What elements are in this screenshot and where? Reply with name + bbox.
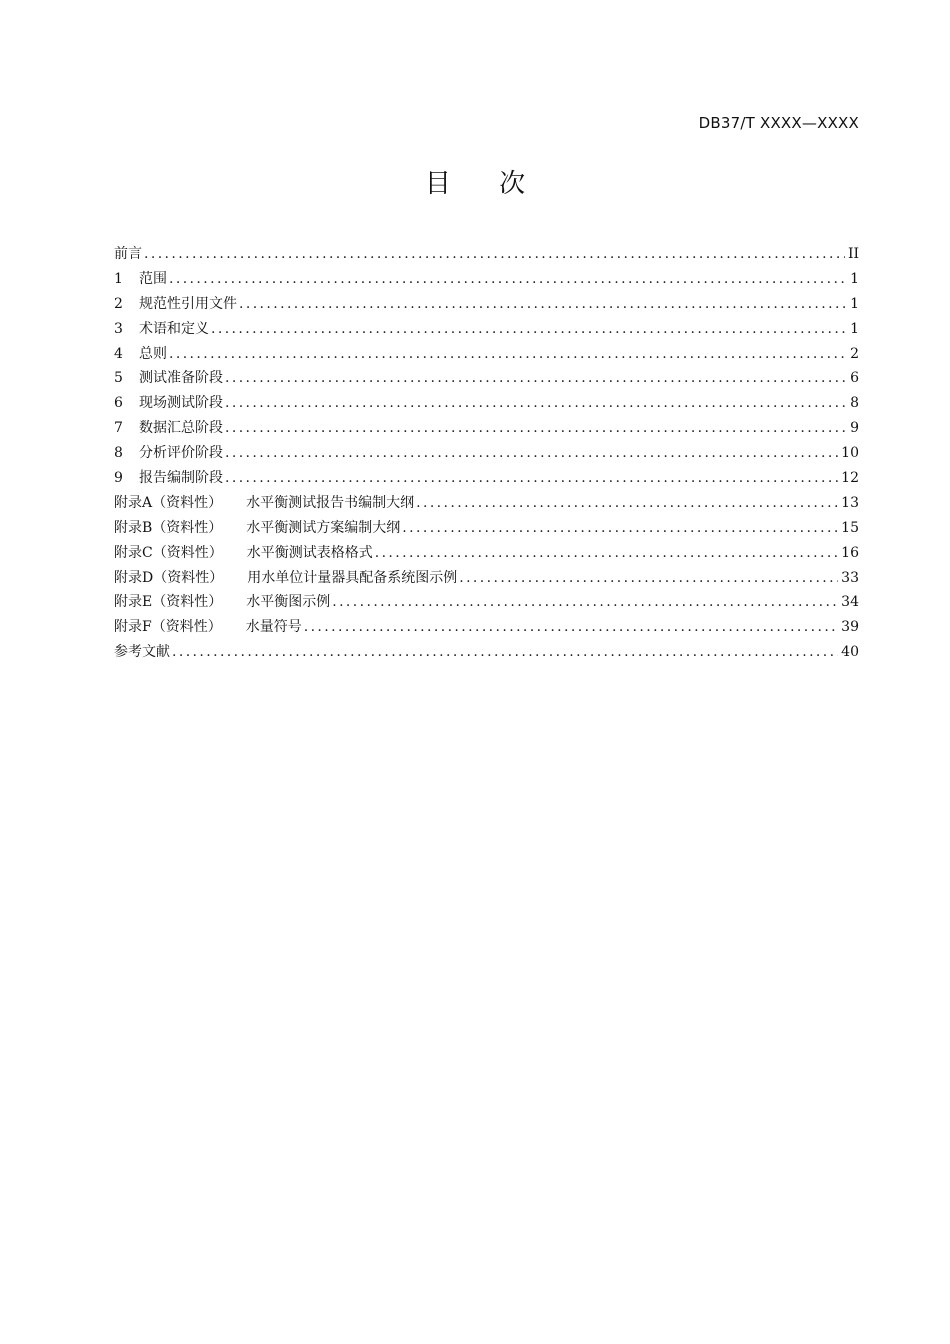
- toc-page-number: 10: [841, 445, 859, 462]
- toc-entry-data-summary-stage[interactable]: [114, 417, 859, 442]
- toc-annex-tag: 附录D（资料性）: [114, 569, 224, 586]
- toc-annex-tag: 附录A（资料性）: [114, 494, 223, 511]
- toc-dot-leader: [225, 445, 838, 461]
- toc-section-number: 4: [114, 345, 123, 362]
- toc-entry-scope[interactable]: [114, 268, 859, 293]
- toc-dot-leader: [211, 321, 847, 337]
- toc-page-number: 40: [841, 644, 859, 661]
- toc-page-number: II: [847, 246, 859, 262]
- toc-entry-annex-f[interactable]: [114, 616, 859, 641]
- toc-page-number: 33: [841, 569, 859, 586]
- toc-entry-label: 术语和定义: [139, 320, 209, 337]
- toc-entry-label: 现场测试阶段: [139, 395, 223, 412]
- toc-entry-general[interactable]: [114, 343, 859, 368]
- toc-page-number: 12: [841, 470, 859, 487]
- toc-page-number: 16: [841, 544, 859, 561]
- toc-entry-label: 分析评价阶段: [139, 445, 223, 462]
- toc-entry-normative-references[interactable]: [114, 293, 859, 318]
- toc-page-number: 15: [841, 519, 859, 536]
- toc-entry-label: 测试准备阶段: [139, 370, 223, 387]
- toc-title: 目 次: [424, 169, 546, 199]
- toc-entry-label: 水平衡测试报告书编制大纲: [246, 494, 415, 511]
- toc-section-number: 6: [114, 395, 123, 412]
- toc-entry-references[interactable]: [114, 641, 859, 666]
- toc-entry-field-testing-stage[interactable]: [114, 392, 859, 417]
- document-code: DB37/T XXXX—XXXX: [698, 114, 859, 132]
- toc-entry-label: 参考文献: [114, 644, 170, 661]
- toc-page-number: 6: [850, 370, 859, 387]
- toc-dot-leader: [169, 346, 847, 362]
- toc-dot-leader: [172, 644, 838, 660]
- toc-section-number: 9: [114, 470, 123, 487]
- toc-entry-label: 水量符号: [245, 619, 302, 636]
- toc-dot-leader: [225, 395, 847, 411]
- toc-page-number: 1: [850, 320, 859, 337]
- toc-page-number: 8: [850, 395, 859, 412]
- toc-dot-leader: [144, 246, 845, 262]
- toc-annex-tag: 附录C（资料性）: [114, 544, 223, 561]
- toc-section-number: 5: [114, 370, 123, 387]
- toc-section-number: 3: [114, 320, 123, 337]
- toc-entry-foreword[interactable]: [114, 243, 859, 268]
- toc-entry-label: 报告编制阶段: [139, 470, 223, 487]
- toc-dot-leader: [416, 495, 838, 511]
- toc-entry-label: 用水单位计量器具配备系统图示例: [247, 569, 458, 586]
- toc-entry-annex-a[interactable]: [114, 492, 859, 517]
- toc-entry-annex-e[interactable]: [114, 591, 859, 616]
- toc-page-number: 13: [841, 494, 859, 511]
- toc-dot-leader: [304, 619, 838, 635]
- toc-entry-label: 规范性引用文件: [139, 295, 237, 312]
- toc-dot-leader: [225, 470, 838, 486]
- toc-dot-leader: [375, 545, 838, 561]
- toc-entry-label: 总则: [139, 345, 167, 362]
- toc-entry-annex-c[interactable]: [114, 542, 859, 567]
- toc-entry-annex-d[interactable]: [114, 567, 859, 592]
- toc-entry-preparation-stage[interactable]: [114, 367, 859, 392]
- toc-page-number: 1: [850, 295, 859, 312]
- toc-section-number: 2: [114, 295, 123, 312]
- toc-dot-leader: [225, 420, 847, 436]
- toc-section-number: 8: [114, 445, 123, 462]
- toc-entry-label: 数据汇总阶段: [139, 420, 223, 437]
- toc-dot-leader: [402, 520, 838, 536]
- toc-entry-terms-definitions[interactable]: [114, 318, 859, 343]
- toc-entry-label: 水平衡测试方案编制大纲: [246, 519, 401, 536]
- toc-entry-label: 范围: [139, 270, 167, 287]
- toc-entry-label: 水平衡图示例: [246, 594, 331, 611]
- toc-page-number: 2: [850, 345, 859, 362]
- toc-annex-tag: 附录E（资料性）: [114, 594, 223, 611]
- toc-dot-leader: [239, 296, 847, 312]
- toc-entry-label: 前言: [114, 246, 142, 262]
- toc-entry-report-stage[interactable]: [114, 467, 859, 492]
- toc-page-number: 1: [850, 270, 859, 287]
- toc-page-number: 9: [850, 420, 859, 437]
- toc-annex-tag: 附录B（资料性）: [114, 519, 223, 536]
- toc-entry-annex-b[interactable]: [114, 517, 859, 542]
- toc-section-number: 1: [114, 270, 123, 287]
- toc-dot-leader: [459, 570, 838, 586]
- toc-dot-leader: [169, 271, 847, 287]
- toc-section-number: 7: [114, 420, 123, 437]
- toc-page-number: 34: [841, 594, 859, 611]
- toc-entry-label: 水平衡测试表格格式: [246, 544, 373, 561]
- toc-entry-analysis-stage[interactable]: [114, 442, 859, 467]
- toc-annex-tag: 附录F（资料性）: [114, 619, 222, 636]
- toc-dot-leader: [225, 370, 847, 386]
- toc-page-number: 39: [841, 619, 859, 636]
- table-of-contents: [114, 243, 859, 666]
- toc-dot-leader: [332, 594, 838, 610]
